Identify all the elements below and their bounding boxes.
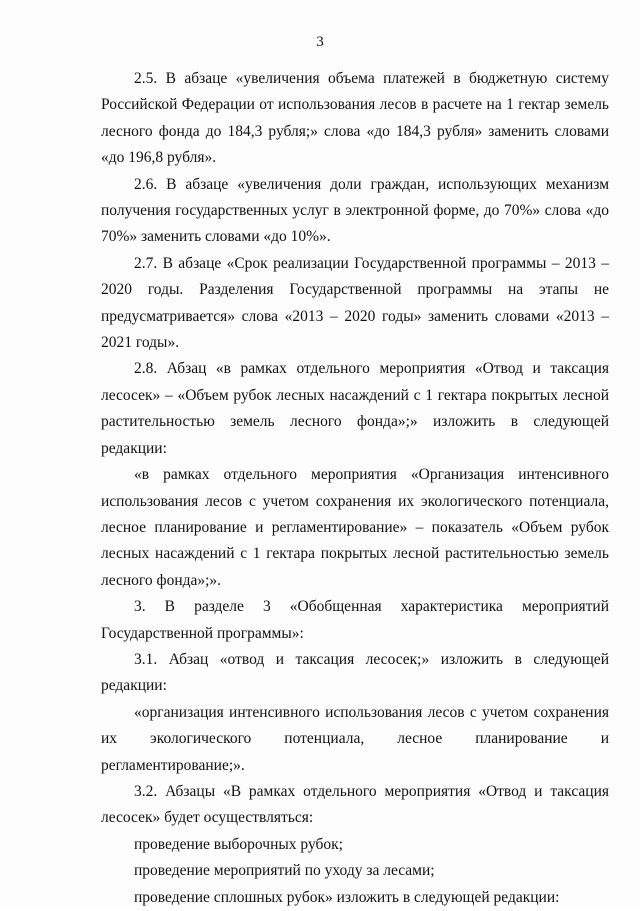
paragraph-3: 3. В разделе 3 «Обобщенная характеристика мероприятий Государственной программы»: bbox=[101, 598, 609, 642]
paragraph-3-1: 3.1. Абзац «отвод и таксация лесосек;» изложить в следующей редакции: bbox=[101, 650, 609, 695]
paragraph-list-item-2: проведение мероприятий по уходу за лесами; bbox=[134, 862, 435, 880]
paragraph-3-2: 3.2. Абзацы «В рамках отдельного мероприятия «Отвод и таксация лесосек» будет осуществляться: bbox=[101, 782, 609, 827]
paragraph-2-6: 2.6. В абзаце «увеличения доли граждан, использующих механизм получения государственных услуг в электронной форме, до 70%» слова «до 70%» заменить словами «до 10%». bbox=[101, 175, 609, 246]
paragraph-2-5: 2.5. В абзаце «увеличения объема платежей в бюджетную систему Российской Федерации от использования лесов в расчете на 1 гектар земель лесного фонда до 184,3 рубля;» слова «до 184,3 рубля» заменить словами «до 196,8 рубля». bbox=[101, 70, 609, 167]
paragraph-3-1-new-text: «организация интенсивного использования лесов с учетом сохранения их экологического потенциала, лесное планирование и регламентирование;». bbox=[101, 703, 609, 774]
paragraph-2-8-new-text: «в рамках отдельного мероприятия «Организация интенсивного использования лесов с учетом сохранения их экологического потенциала, лесное планирование и регламентирование» – показатель «Объем рубок лесных насаждений с 1 гектара покрытых лесной растительностью земель лесного фонда»;». bbox=[101, 466, 609, 589]
paragraph-2-8: 2.8. Абзац «в рамках отдельного мероприятия «Отвод и таксация лесосек» – «Объем рубок лесных насаждений с 1 гектара покрытых лесной растительностью земель лесного фонда»;» изложить в следующей редакции: bbox=[101, 360, 609, 457]
paragraph-2-7: 2.7. В абзаце «Срок реализации Государственной программы – 2013 – 2020 годы. Разделения Государственной программы на этапы не предусматривается» слова «2013 – 2020 годы» заменить словами «2013 – 2021 годы». bbox=[101, 254, 609, 352]
document-body bbox=[101, 66, 609, 911]
paragraph-list-item-3: проведение сплошных рубок» изложить в следующей редакции: bbox=[134, 888, 560, 906]
paragraph-list-item-1: проведение выборочных рубок; bbox=[134, 835, 343, 853]
page-number: 3 bbox=[316, 34, 324, 50]
